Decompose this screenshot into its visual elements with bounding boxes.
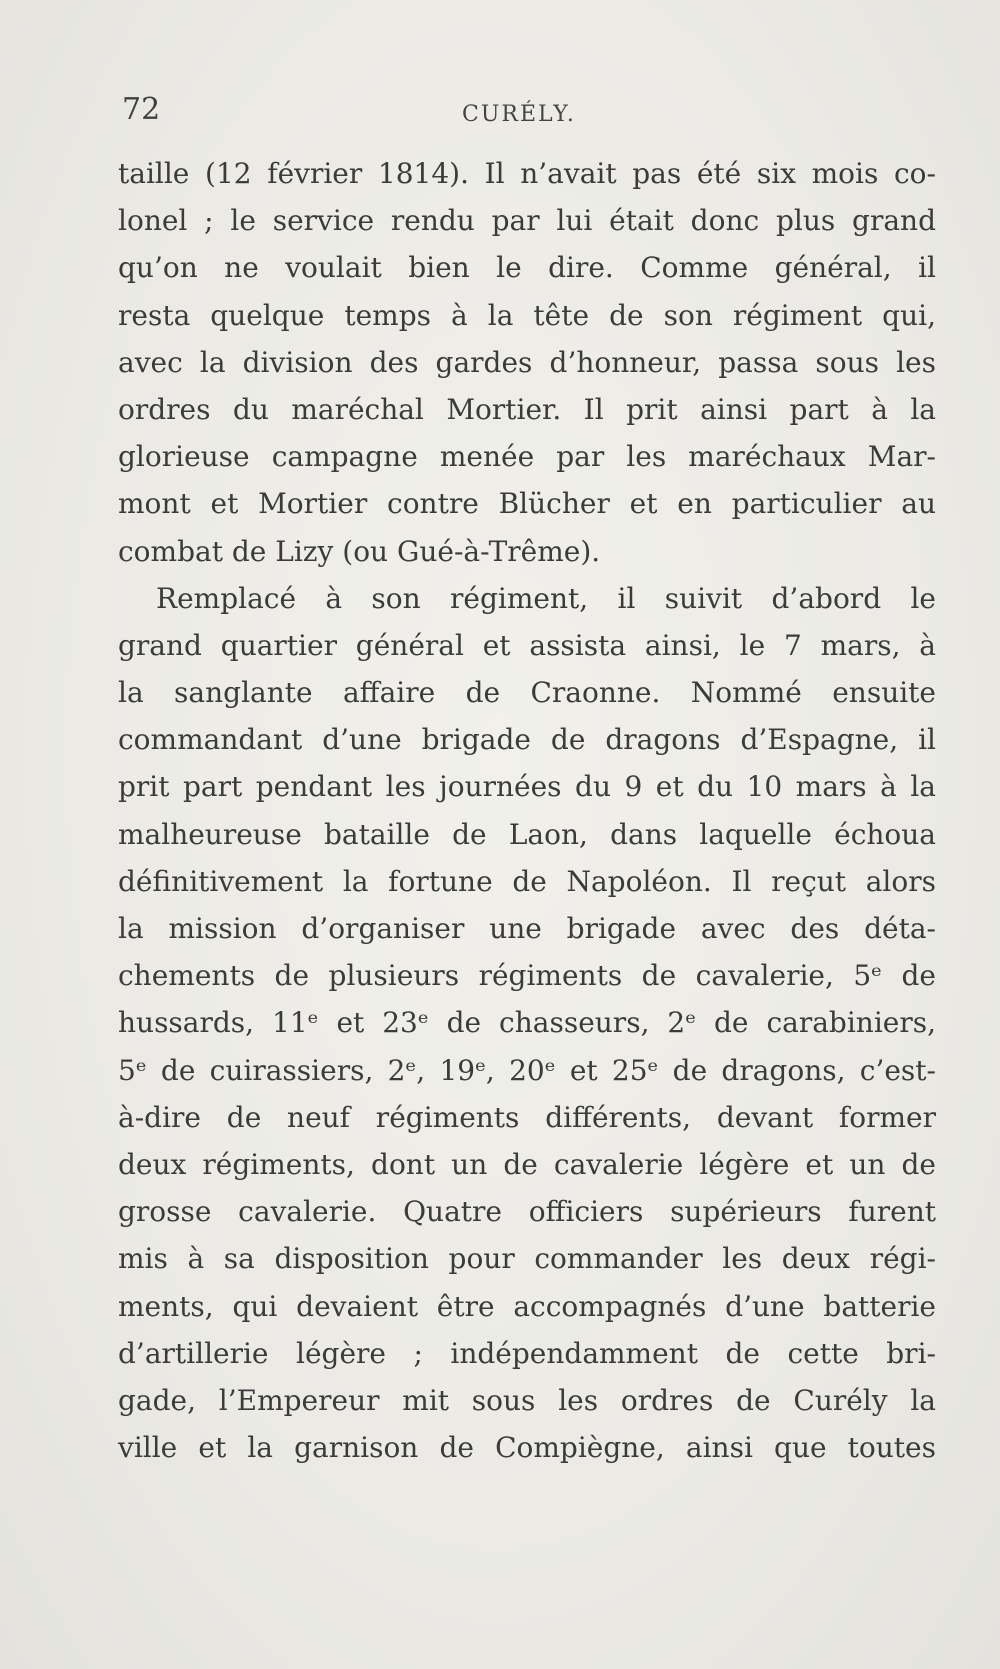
text-line: commandant d’une brigade de dragons d’Espagne, il: [118, 723, 936, 757]
text-line: prit part pendant les journées du 9 et du 10 mars à la: [118, 770, 936, 804]
running-head: [122, 92, 937, 132]
text-line: grosse cavalerie. Quatre officiers supérieurs furent: [118, 1195, 936, 1229]
body-text: [118, 150, 936, 1471]
text-line: resta quelque temps à la tête de son régiment qui,: [118, 298, 936, 332]
text-line: Remplacé à son régiment, il suivit d’abord le: [156, 581, 936, 615]
text-line: d’artillerie légère ; indépendamment de cette bri-: [118, 1336, 936, 1370]
text-line: 5ᵉ de cuirassiers, 2ᵉ, 19ᵉ, 20ᵉ et 25ᵉ de dragons, c’est-: [118, 1053, 936, 1087]
text-line: avec la division des gardes d’honneur, passa sous les: [118, 345, 936, 379]
text-line: qu’on ne voulait bien le dire. Comme général, il: [118, 251, 936, 285]
text-line: grand quartier général et assista ainsi, le 7 mars, à: [118, 628, 936, 662]
text-line: lonel ; le service rendu par lui était donc plus grand: [118, 204, 936, 238]
text-line: la sanglante affaire de Craonne. Nommé ensuite: [118, 676, 936, 710]
text-line: hussards, 11ᵉ et 23ᵉ de chasseurs, 2ᵉ de carabiniers,: [118, 1006, 936, 1040]
text-line: définitivement la fortune de Napoléon. Il reçut alors: [118, 864, 936, 898]
text-line: ville et la garnison de Compiègne, ainsi que toutes: [118, 1431, 936, 1465]
page-number: 72: [122, 92, 161, 127]
text-line: la mission d’organiser une brigade avec des déta-: [118, 912, 936, 945]
text-line: glorieuse campagne menée par les maréchaux Mar-: [118, 440, 936, 474]
text-line: gade, l’Empereur mit sous les ordres de Curély la: [118, 1383, 936, 1417]
text-line: ordres du maréchal Mortier. Il prit ainsi part à la: [118, 392, 936, 426]
text-line: mis à sa disposition pour commander les deux régi-: [118, 1242, 936, 1276]
running-title: CURÉLY.: [462, 102, 576, 127]
text-line: ments, qui devaient être accompagnés d’une batterie: [118, 1289, 936, 1323]
text-line: malheureuse bataille de Laon, dans laquelle échoua: [118, 817, 936, 851]
text-line: deux régiments, dont un de cavalerie légère et un de: [118, 1147, 936, 1181]
text-line: combat de Lizy (ou Gué-à-Trême).: [118, 534, 601, 568]
text-line: mont et Mortier contre Blücher et en particulier au: [118, 487, 936, 521]
text-line: chements de plusieurs régiments de cavalerie, 5ᵉ de: [118, 959, 936, 993]
text-line: à-dire de neuf régiments différents, devant former: [118, 1100, 936, 1134]
text-line: taille (12 février 1814). Il n’avait pas été six mois co-: [118, 157, 936, 190]
